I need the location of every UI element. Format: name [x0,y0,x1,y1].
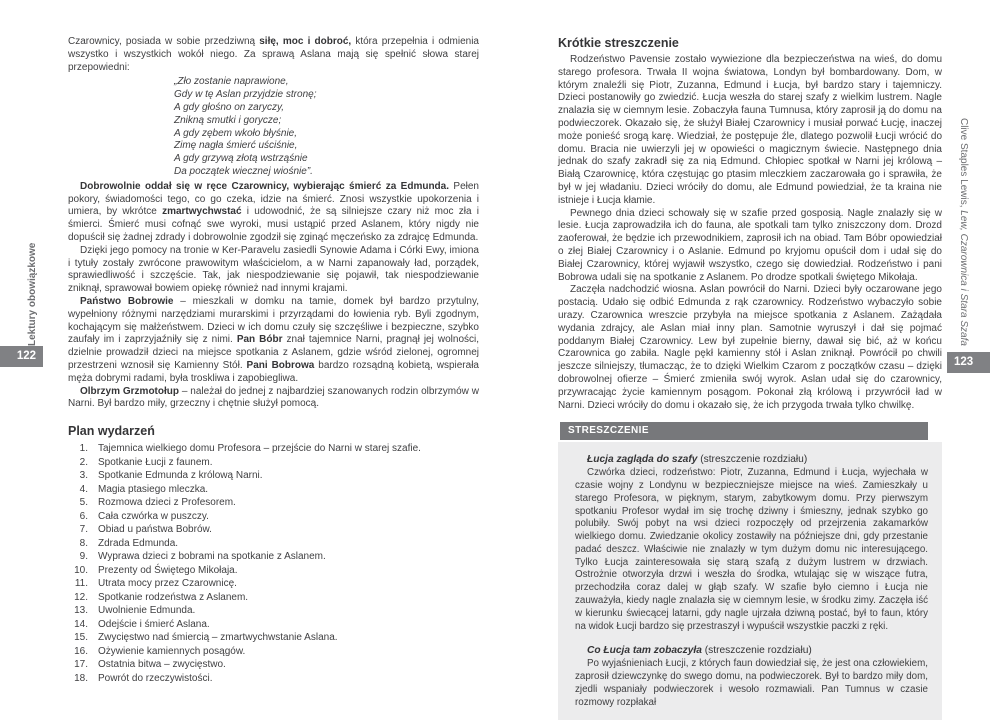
sacrifice-paragraph [68,181,479,245]
intro-bold-phrase: siłę, moc i dobroć, [259,36,352,47]
plan-item: Spotkanie Edmunda z królową Narni. [98,470,263,482]
sacrifice-text: Pełen pokory, świadomości tego, co go czeka, idzie na śmierć. Znosi wszystkie upokorzenia i umiera, by wkrótce [68,180,479,218]
beavers-lead-bold: Państwo Bobrowie [80,295,174,307]
plan-item: Zwycięstwo nad śmiercią – zmartwychwstanie Aslana. [98,632,338,644]
plan-item: Ostatnia bitwa – zwycięstwo. [98,659,226,671]
chapter-summary-title-2 [575,644,928,658]
beavers-text-end: bardzo rozsądną kobietą, wspierała męża dobrymi radami, była troskliwa i zapobiegliwa. [68,359,479,384]
plan-item: Ożywienie kamiennych posągów. [98,645,246,657]
plan-item: Cała czwórka w puszczy. [98,510,209,522]
right-page-column [558,36,942,720]
intro-text: Czarownicy, posiada w sobie przedziwną [68,36,260,47]
giant-text: – należał do jednej z najbardziej szanowanych rodzin olbrzymów w Narni. Był bardzo miły, grzeczny i chętnie służył pomocą. [68,385,479,410]
page-number-left: 122 [0,346,43,367]
plan-item: Tajemnica wielkiego domu Profesora – przejście do Narni w starej szafie. [98,443,421,455]
plan-item: Powrót do rzeczywistości. [98,672,213,684]
plan-item: Zdrada Edmunda. [98,537,179,549]
plan-item: Spotkanie rodzeństwa z Aslanem. [98,591,249,603]
throne-paragraph: Dzięki jego pomocy na tronie w Ker-Paravelu zasiedli Synowie Adama i Córki Ewy, imiona i tytuły zostały zwrócone prawowitym właścicielom, a w Narni zapanowały ład, porządek, sprawiedliwość i szczęście. Tak, jak niespodziewanie się pojawił, tak niespodziewanie zniknął, sprawował bowiem opiekę również nad innymi krajami. [68,244,479,295]
intro-paragraph [68,36,479,74]
giant-lead-bold: Olbrzym Grzmotołup [80,385,179,397]
summary-paragraph-3: Zaczęła nadchodzić wiosna. Aslan powrócił do Narni. Dzieci były oczarowane jego postacią. Udało się odbić Edmunda z rąk czarownicy. Rodzeństwo wybaczyło sobie urazy. Czarownica wreszcie przybyła na miejsce spotkania z Aslanem. Zażądała wydania zdrajcy, ale Aslan miał inny plan. Samotnie wyruszył i dał się pojmać poddanym Białej Czarownicy. Lew był zupełnie bierny, dawał się bić, aż w końcu Czarownica go zabiła. Nagle pękł kamienny stół i Aslan zniknął. Powrócił po chwili jeszcze silniejszy, tłumacząc, że to dzięki Wielkim Czarom z początków czasu – dzięki dobrowolnej ofierze – Śmierć zmieniła swój wyrok. Aslan udał się do czarownicy, przywracając życie kamiennym posągom. Pokonał złą królową i przywrócił ład w Narni. Dzieci wróciły do domu i okazało się, że ich przygoda trwała tylko chwilkę. [558,284,942,411]
plan-item: Utrata mocy przez Czarownicę. [98,578,237,590]
chapter-summary-paragraph-1: Czwórka dzieci, rodzeństwo: Piotr, Zuzanna, Edmund i Łucja, wyjechała w czasie wojny z Londynu w bezpieczniejsze miejsce na wieś. Zamieszkały u starego Profesora, w pięknym, starym, zabytkowym domu. Przy pierwszym spotkaniu Profesor wydał im się trochę dziwny i śmieszny, jednak szybko go polubiły. Swój pobyt na wsi dzieci rozpoczęły od przejrzenia zakamarków wielkiego domu. Zwiedzanie okolicy zostawiły na późniejsze dni, gdy przestanie padać deszcz. Właściwie nie znalazły w tym dużym domu nic interesującego. Tylko Łucja zainteresowała się starą szafą z dużym lustrem w drzwiach. Ostrożnie otworzyła drzwi i weszła do środka, wtulając się w wiszące futra, przechodziła coraz dalej w głąb szafy. W szafie było ciemno i Łucja nie zauważyła, kiedy nagle znalazła się w ciemnym lesie, w środku zimy. Zaczęła iść w kierunku świecącej latarni, gdy nagle ujrzała dziwną postać, był to faun, który na widok Łucji bardzo się przestraszył i wypuścił wszystkie paczki z ręki. [575,467,928,632]
plan-item: Magia ptasiego mleczka. [98,483,209,495]
page-number-right: 123 [947,352,990,373]
poem-line: Gdy w tę Aslan przyjdzie stronę; [174,89,317,101]
poem-line: Zimę nagła śmierć uściśnie, [174,140,298,152]
plan-list [68,442,479,685]
intro-text-cont: która przepełnia i odmienia wszystko i wszystkich wokół niego. Za sprawą Aslana mają się spełnić słowa starej przepowiedni: [68,36,479,73]
resurrection-bold: zmartwychwstać [162,206,242,218]
book-title: Lew, Czarownica i Stara Szafa [958,210,969,346]
plan-item: Prezenty od Świętego Mikołaja. [98,564,238,576]
sacrifice-text-cont: i udowodnić, że są silniejsze czary niż moc zła i śmierci. Śmierć musi cofnąć swe wyroki, musi ustąpić przed Aslanem, który nigdy nie dopuścił się żadnej zdrady i dobrowolnie zgodził się zginąć męczeńsko za zdrajcę Edmunda. [68,206,479,243]
beavers-text-cont: znał tajemnice Narni, pragnął jej wolności, dzielnie prowadził dzieci na miejsce spotkania z Aslanem, gdzie wśród zielonej, ogromnej przestrzeni wznosił się Kamienny Stół. [68,334,480,371]
chapter-title-suffix: (streszczenie rozdziału) [697,454,808,466]
left-margin-category-label: Lektury obowiązkowe [27,242,38,346]
poem-line: A gdy grzywą złotą wstrząśnie [174,153,308,165]
summary-heading: Krótkie streszczenie [558,36,679,50]
plan-item: Rozmowa dzieci z Profesorem. [98,497,236,509]
plan-item: Spotkanie Łucji z faunem. [98,456,213,468]
author-name: Clive Staples Lewis, [958,118,969,211]
poem-line: „Zło zostanie naprawione, [174,76,289,88]
summary-paragraph-2: Pewnego dnia dzieci schowały się w szafie przed gosposią. Nagle znalazły się w lesie. Łucja zaprowadziła ich do fauna, ale spotkali tam tylko zniszczony dom. Drozd zaoferował, że będzie ich przewodnikiem, zaprosił ich na obiad. Tam Bóbr opowiedział o złej Białej Czarownicy i o Aslanie. Edmund po kryjomu opuścił dom i udał się do Białej Czarownicy, której wyjawił wszystko, czego się dowiedział. Rodzeństwo i pani Bobrowa udali się na spotkanie z Aslanem. Po drodze spotkali świętego Mikołaja. [558,207,942,283]
chapter-summary-title-1 [575,453,928,467]
sacrifice-lead-bold: Dobrowolnie oddał się w ręce Czarownicy, wybierając śmierć za Edmunda. [80,180,450,192]
chapter-title-suffix: (streszczenie rozdziału) [701,645,812,657]
chapter-title-text: Co Łucja tam zobaczyła [587,645,702,657]
poem-line: Znikną smutki i gorycze; [174,114,282,126]
chapter-title-text: Łucja zagląda do szafy [587,454,698,466]
right-margin-book-label [958,118,969,346]
beavers-text: – mieszkali w domku na tamie, domek był bardzo przytulny, wypełniony różnymi narzędziami murarskimi i przyrządami do łowienia ryb. Byli zgodnym, kochającym się małżeństwem. Dzieci w ich domu czuły się szczęśliwe i bezpieczne, szybko zaufały im i zaprzyjaźniły się z nimi. [68,295,480,346]
poem-line: A gdy głośno on zaryczy, [174,101,285,113]
mrs-beaver-bold: Pani Bobrowa [246,359,315,371]
giant-paragraph [68,386,479,412]
streszczenie-header-bar: STRESZCZENIE [560,422,928,440]
plan-item: Odejście i śmierć Aslana. [98,618,210,630]
plan-item: Uwolnienie Edmunda. [98,605,196,617]
beavers-paragraph [68,296,479,386]
section-spacer [575,633,928,644]
poem-line: A gdy zębem wkoło błyśnie, [174,127,298,139]
plan-item: Obiad u państwa Bobrów. [98,524,212,536]
plan-heading: Plan wydarzeń [68,424,155,439]
summary-paragraph-1: Rodzeństwo Pavensie zostało wywiezione dla bezpieczeństwa na wieś, do domu starego profesora. Trwała II wojna światowa, Londyn był bombardowany. Dom, w którym znaleźli się Piotr, Zuzanna, Edmund i Łucja, był bardzo stary i tajemniczy. Dzieci postanowiły go zwiedzić. Łucja weszła do starej szafy z wielkim lustrem. Nagle znalazła się w ciemnym lesie. Zobaczyła fauna Tumnusa, który zaprosił ją do domu na podwieczorek. Okazało się, że służył Białej Czarownicy i musiał porwać Łucję, inaczej może ponieść srogą karę. Wiedział, że postępuje źle, dlatego pozwolił Łucji wrócić do domu. Bracia nie uwierzyli jej w opowieści o magicznym świecie. Następnego dnia jednak do szafy zakradł się za nią Edmund. Chłopiec spotkał w Narni jej królową – Białą Czarownicę, która częstując go ptasim mleczkiem zaczarowała go i sprawiła, że był w jej władaniu. Dzieci wróciły do domu, ale Edmund powiedział, że ta kraina nie istnieje i Łucja kłamie. [558,54,942,206]
plan-item: Wyprawa dzieci z bobrami na spotkanie z Aslanem. [98,551,326,563]
left-page-column [68,36,479,685]
chapter-summary-paragraph-2: Po wyjaśnieniach Łucji, z których faun dowiedział się, że jest ona człowiekiem, zaprosił dziewczynkę do swego domu, na podwieczorek. Był to bardzo miły dom, zjedli wspaniały podwieczorek i wesoło rozmawiali. Pan Tumnus w czasie rozmowy rozpłakał [575,658,928,708]
chapter-summary-box [558,442,942,720]
mr-beaver-bold: Pan Bóbr [236,334,283,346]
poem-line: Da początek wiecznej wiośnie”. [174,165,313,177]
prophecy-poem [174,76,479,178]
